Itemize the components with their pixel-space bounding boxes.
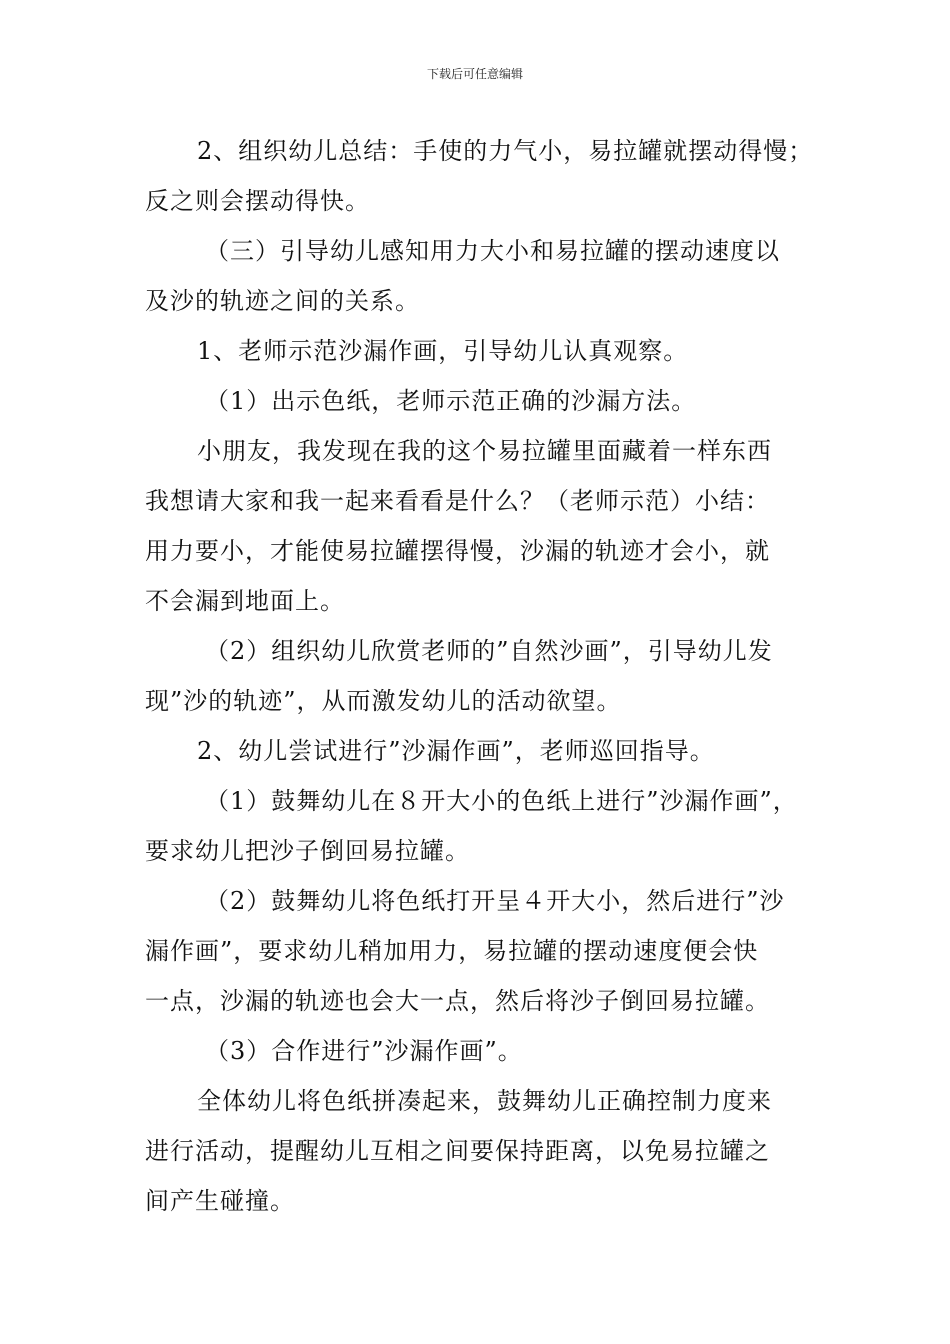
paragraph (145, 876, 815, 1026)
text-line: （1）出示色纸，老师示范正确的沙漏方法。 (205, 387, 697, 415)
paragraph (145, 426, 815, 626)
text-line: 一点，沙漏的轨迹也会大一点，然后将沙子倒回易拉罐。 (145, 987, 770, 1015)
paragraph (145, 776, 815, 876)
paragraph (145, 1026, 815, 1076)
text-line: 漏作画”，要求幼儿稍加用力，易拉罐的摆动速度便会快 (145, 937, 759, 965)
text-line: 小朋友，我发现在我的这个易拉罐里面藏着一样东西 (197, 437, 772, 465)
paragraph (145, 326, 815, 376)
text-line: （三）引导幼儿感知用力大小和易拉罐的摆动速度以 (205, 237, 780, 265)
text-line: 要求幼儿把沙子倒回易拉罐。 (145, 837, 470, 865)
paragraph (145, 126, 815, 226)
paragraph (145, 726, 815, 776)
text-line: 及沙的轨迹之间的关系。 (145, 287, 420, 315)
text-line: 不会漏到地面上。 (145, 587, 345, 615)
text-line: （2）鼓舞幼儿将色纸打开呈４开大小，然后进行”沙 (205, 887, 785, 915)
text-line: 现”沙的轨迹”，从而激发幼儿的活动欲望。 (145, 687, 622, 715)
text-line: 2、幼儿尝试进行”沙漏作画”，老师巡回指导。 (197, 737, 715, 765)
text-line: 2、组织幼儿总结：手使的力气小，易拉罐就摆动得慢； (197, 137, 814, 165)
text-line: 进行活动，提醒幼儿互相之间要保持距离，以免易拉罐之 (145, 1137, 770, 1165)
text-line: 反之则会摆动得快。 (145, 187, 370, 215)
text-line: （1）鼓舞幼儿在８开大小的色纸上进行”沙漏作画”， (205, 787, 798, 815)
text-line: （3）合作进行”沙漏作画”。 (205, 1037, 523, 1065)
page-header: 下载后可任意编辑 (426, 67, 523, 81)
paragraph (145, 226, 815, 326)
text-line: 间产生碰撞。 (145, 1187, 295, 1215)
text-line: 1、老师示范沙漏作画，引导幼儿认真观察。 (197, 337, 689, 365)
text-line: 全体幼儿将色纸拼凑起来，鼓舞幼儿正确控制力度来 (197, 1087, 772, 1115)
paragraph (145, 376, 815, 426)
paragraph (145, 626, 815, 726)
text-line: 用力要小，才能使易拉罐摆得慢，沙漏的轨迹才会小，就 (145, 537, 770, 565)
text-line: 我想请大家和我一起来看看是什么？（老师示范）小结： (145, 487, 770, 515)
document-body (145, 126, 815, 1226)
paragraph (145, 1076, 815, 1226)
text-line: （2）组织幼儿欣赏老师的”自然沙画”，引导幼儿发 (205, 637, 773, 665)
